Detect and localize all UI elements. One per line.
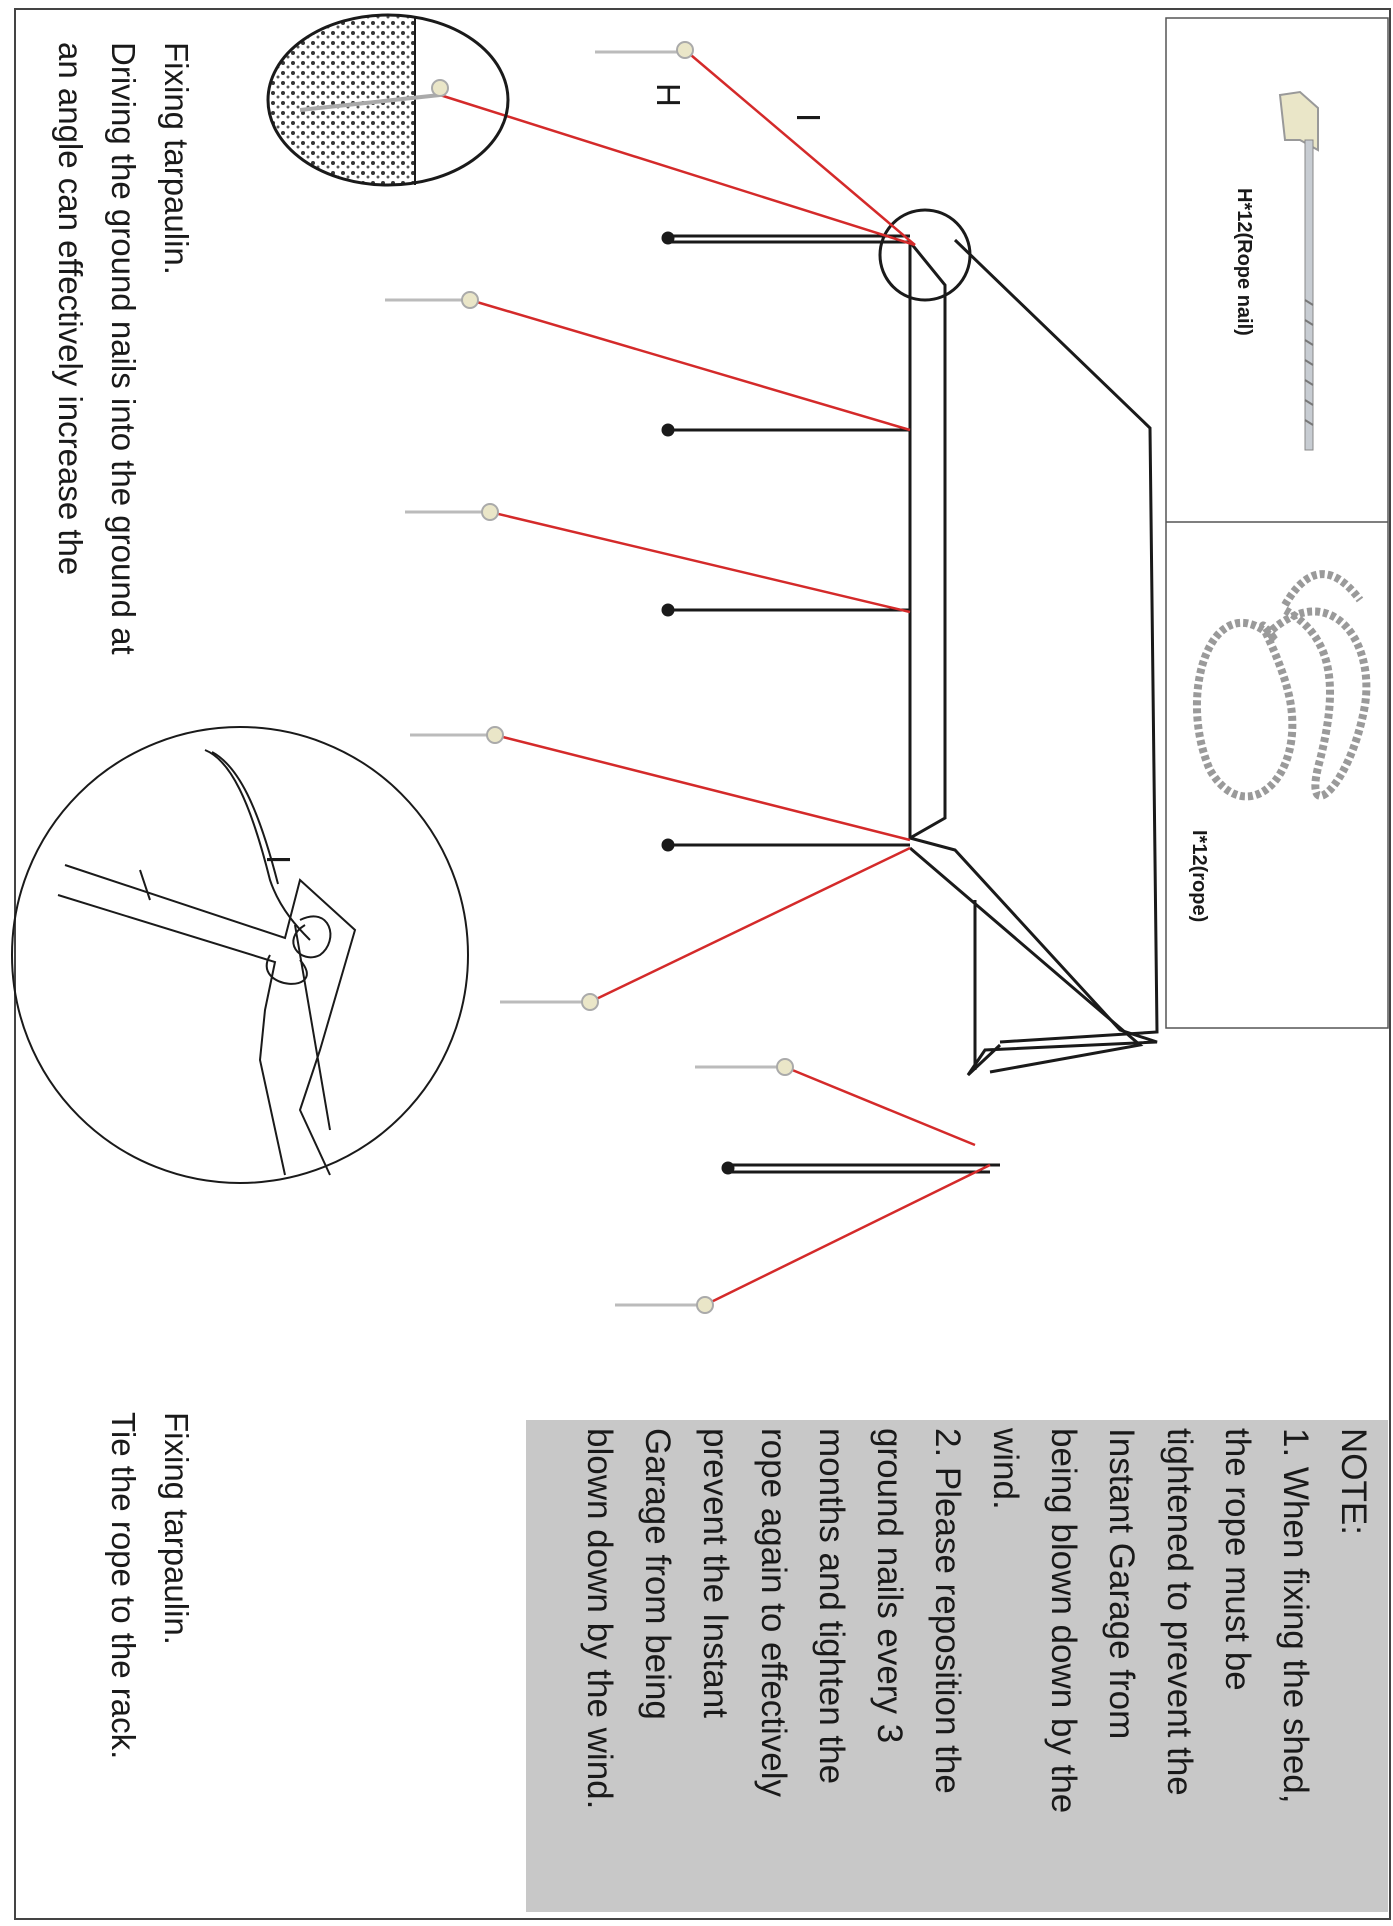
note-line: prevent the Instant [696, 1428, 735, 1718]
rope-nail-label: H*12(Rope nail) [1233, 188, 1255, 336]
rope-lines [440, 50, 990, 1305]
angle-instruction-title: Fixing tarpaulin. [158, 42, 195, 275]
note-line: months and tighten the [812, 1428, 851, 1785]
ground-detail-ellipse [265, 10, 508, 190]
marker-i-top: I [790, 113, 827, 123]
rack-detail-circle [12, 727, 468, 1183]
note-line: wind. [986, 1428, 1025, 1510]
ground-nails [385, 42, 793, 1313]
angle-instruction-line2: an angle can effectively increase the [52, 42, 89, 576]
note-line: 2. Please reposition the [928, 1428, 967, 1794]
rack-instruction-line: Tie the rope to the rack. [105, 1412, 142, 1760]
rope-nail-picture [1280, 92, 1318, 450]
note-line: tightened to prevent the [1160, 1428, 1199, 1796]
rope-picture [1197, 574, 1366, 796]
note-line: Garage from being [638, 1428, 677, 1720]
note-line: Instant Garage from [1102, 1428, 1141, 1740]
note-line: blown down by the wind. [580, 1428, 619, 1810]
note-line: the rope must be [1218, 1428, 1257, 1691]
rope-label: I*12(rope) [1188, 830, 1210, 923]
angle-instruction-line1: Driving the ground nails into the ground at [105, 42, 142, 655]
rack-instruction-title: Fixing tarpaulin. [158, 1412, 195, 1645]
note-line: ground nails every 3 [870, 1428, 909, 1744]
note-line: being blown down by the [1044, 1428, 1083, 1814]
note-heading: NOTE: [1334, 1428, 1373, 1535]
note-line: 1. When fixing the shed, [1276, 1428, 1315, 1804]
note-line: rope again to effectively [754, 1428, 793, 1798]
note-block [570, 1428, 1382, 1813]
marker-h: H [650, 83, 687, 107]
tent-frame [663, 210, 1157, 1173]
marker-i-detail: I [260, 855, 297, 865]
